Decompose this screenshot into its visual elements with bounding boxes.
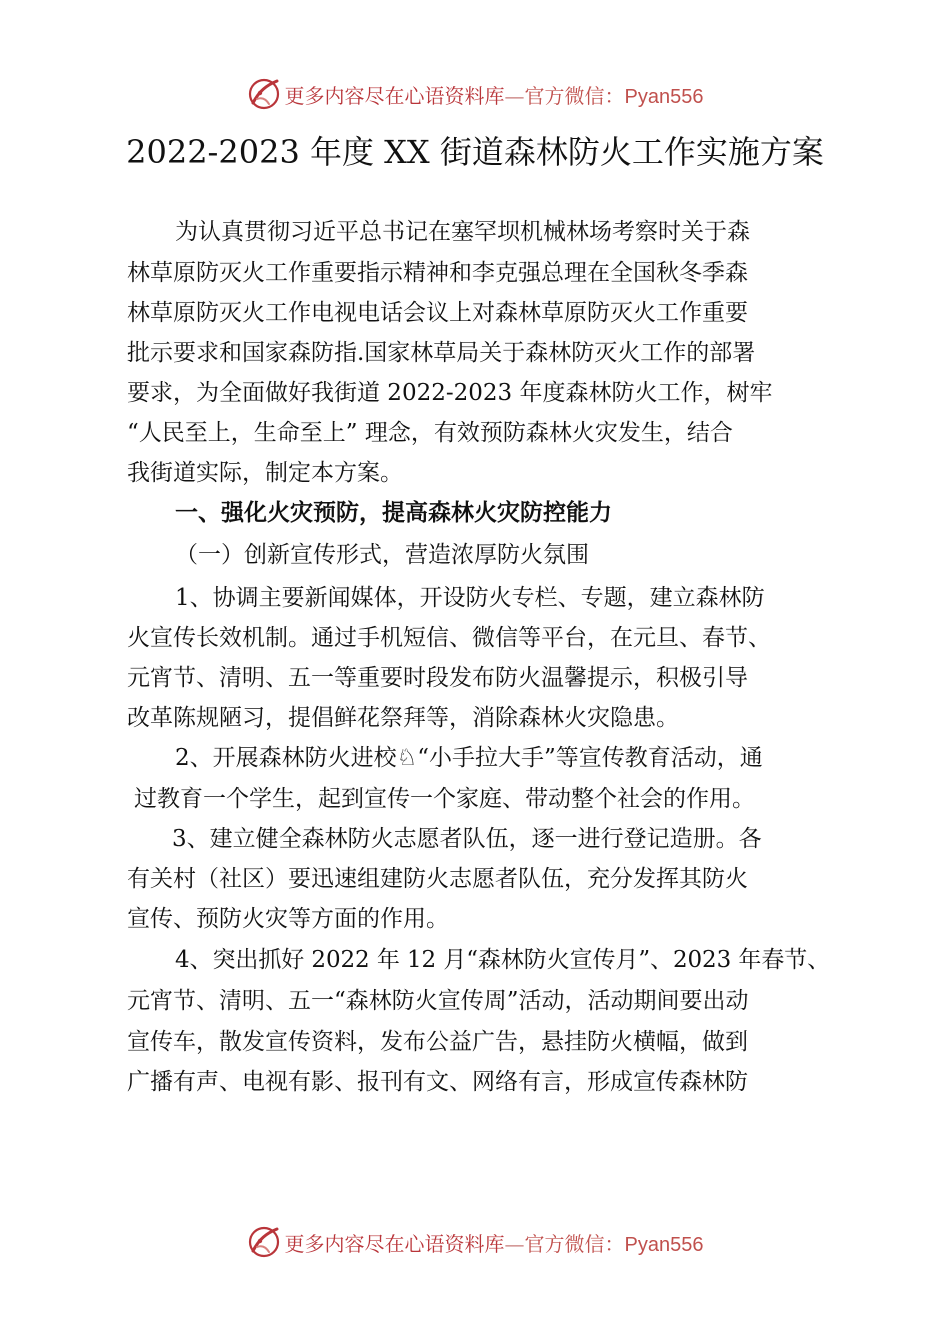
body-line: 批示要求和国家森防指.国家林草局关于森林防灭火工作的部署 (127, 340, 756, 366)
body-line: 1、协调主要新闻媒体，开设防火专栏、专题，建立森林防 (175, 585, 765, 611)
brand-logo-icon (247, 1225, 281, 1259)
body-line: 改革陈规陋习，提倡鲜花祭拜等，消除森林火灾隐患。 (127, 705, 679, 731)
watermark-brand: 更多内容尽在心语资料库 (284, 83, 505, 108)
body-line: 火宣传长效机制。通过手机短信、微信等平台，在元旦、春节、 (127, 625, 771, 651)
body-line: 过教育一个学生，起到宣传一个家庭、带动整个社会的作用。 (134, 786, 755, 812)
body-line: 宣传车，散发宣传资料，发布公益广告，悬挂防火横幅，做到 (127, 1029, 748, 1055)
brand-logo-icon (247, 77, 281, 111)
watermark-contact: 官方微信： (524, 1231, 625, 1256)
footer-watermark (0, 1222, 950, 1262)
header-watermark (0, 74, 950, 114)
watermark-wechat-id: Pyan556 (624, 1233, 704, 1256)
body-line: 元宵节、清明、五一“森林防火宣传周”活动，活动期间要出动 (127, 988, 749, 1014)
watermark-wechat-id: Pyan556 (624, 85, 704, 108)
body-line: 林草原防灭火工作重要指示精神和李克强总理在全国秋冬季森 (127, 260, 748, 286)
watermark-separator: — (504, 83, 525, 108)
watermark-text (285, 1228, 704, 1257)
body-line: 我街道实际，制定本方案。 (127, 460, 403, 486)
body-line: 宣传、预防火灾等方面的作用。 (127, 906, 449, 932)
body-line: 有关村（社区）要迅速组建防火志愿者队伍，充分发挥其防火 (127, 866, 748, 892)
section-heading: 一、强化火灾预防，提高森林火灾防控能力 (175, 500, 612, 526)
watermark-text (285, 80, 704, 109)
body-line: 4、突出抓好 2022 年 12 月“森林防火宣传月”、2023 年春节、 (175, 947, 831, 973)
subsection-heading: （一）创新宣传形式，营造浓厚防火氛围 (175, 542, 589, 568)
body-line: 广播有声、电视有影、报刊有文、网络有言，形成宣传森林防 (127, 1069, 748, 1095)
body-line: 3、建立健全森林防火志愿者队伍，逐一进行登记造册。各 (172, 826, 762, 852)
watermark-contact: 官方微信： (524, 83, 625, 108)
body-line: 为认真贯彻习近平总书记在塞罕坝机械林场考察时关于森 (175, 219, 750, 245)
document-title: 2022-2023 年度 XX 街道森林防火工作实施方案 (126, 133, 824, 171)
body-line: “人民至上，生命至上” 理念，有效预防森林火灾发生，结合 (127, 420, 733, 446)
body-line: 林草原防灭火工作电视电话会议上对森林草原防灭火工作重要 (127, 300, 748, 326)
body-line: 要求，为全面做好我街道 2022-2023 年度森林防火工作，树牢 (127, 380, 773, 406)
body-line: 元宵节、清明、五一等重要时段发布防火温馨提示，积极引导 (127, 665, 748, 691)
watermark-brand: 更多内容尽在心语资料库 (284, 1231, 505, 1256)
body-line: 2、开展森林防火进校♘“小手拉大手”等宣传教育活动，通 (175, 745, 763, 771)
watermark-separator: — (504, 1231, 525, 1256)
